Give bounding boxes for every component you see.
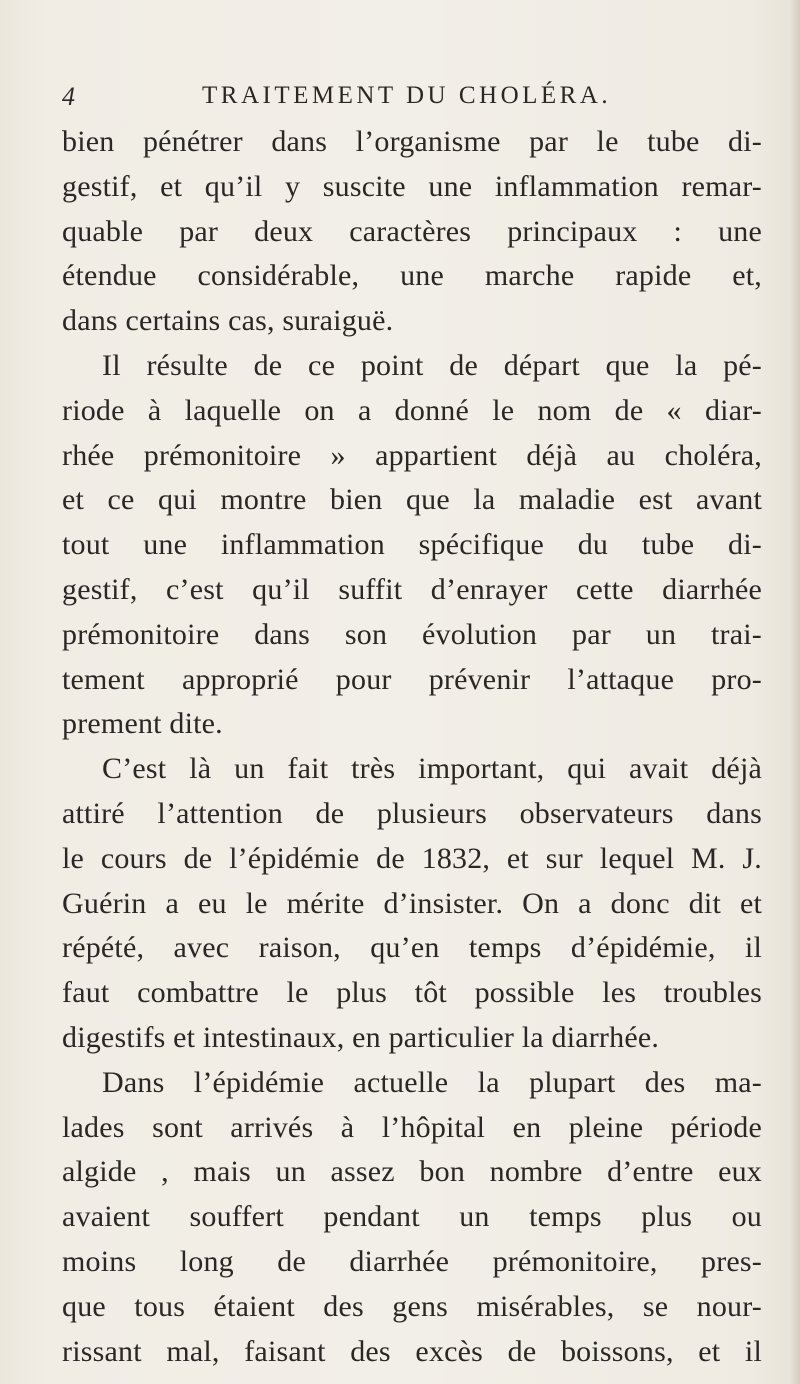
text-line: dans certains cas, suraiguë.	[62, 304, 394, 338]
text-line: bien pénétrer dans l’organisme par le tube di-	[62, 125, 762, 158]
page-header	[62, 72, 742, 112]
running-title: TRAITEMENT DU CHOLÉRA.	[202, 82, 612, 109]
text-line: C’est là un fait très important, qui avait déjà	[102, 752, 762, 786]
text-line: que tous étaient des gens misérables, se nour-	[62, 1289, 762, 1323]
text-line: moins long de diarrhée prémonitoire, pres-	[62, 1244, 762, 1278]
text-line: lades sont arrivés à l’hôpital en pleine période	[62, 1110, 762, 1144]
body-text	[62, 120, 762, 1374]
text-line: faut combattre le plus tôt possible les troubles	[62, 976, 762, 1010]
page-number: 4	[62, 82, 75, 111]
text-line: Guérin a eu le mérite d’insister. On a donc dit et	[62, 886, 762, 920]
text-line: quable par deux caractères principaux : une	[62, 214, 762, 248]
text-line: algide , mais un assez bon nombre d’entre eux	[62, 1155, 762, 1189]
text-line: Il résulte de ce point de départ que la pé-	[102, 348, 762, 382]
text-line: étendue considérable, une marche rapide et,	[62, 259, 762, 293]
text-line: prémonitoire dans son évolution par un trai-	[62, 617, 762, 651]
text-line: prement dite.	[62, 707, 223, 741]
text-line: avaient souffert pendant un temps plus ou	[62, 1200, 762, 1234]
text-line: le cours de l’épidémie de 1832, et sur lequel M. J.	[62, 841, 762, 875]
text-line: rissant mal, faisant des excès de boissons, et il	[62, 1334, 762, 1368]
text-line: Dans l’épidémie actuelle la plupart des ma-	[102, 1065, 762, 1099]
text-line: gestif, c’est qu’il suffit d’enrayer cette diarrhée	[62, 572, 762, 606]
text-line: tement approprié pour prévenir l’attaque pro-	[62, 662, 762, 696]
text-line: riode à laquelle on a donné le nom de « diar-	[62, 393, 762, 427]
text-line: attiré l’attention de plusieurs observateurs dans	[62, 796, 762, 830]
text-line: gestif, et qu’il y suscite une inflammation remar-	[62, 169, 762, 203]
text-line: et ce qui montre bien que la maladie est avant	[62, 483, 762, 517]
page-edge-shadow	[790, 0, 800, 1384]
text-line: rhée prémonitoire » appartient déjà au choléra,	[62, 438, 762, 472]
text-line: répété, avec raison, qu’en temps d’épidémie, il	[62, 931, 762, 965]
text-line: tout une inflammation spécifique du tube di-	[62, 528, 762, 562]
text-line: digestifs et intestinaux, en particulier la diarrhée.	[62, 1020, 660, 1054]
